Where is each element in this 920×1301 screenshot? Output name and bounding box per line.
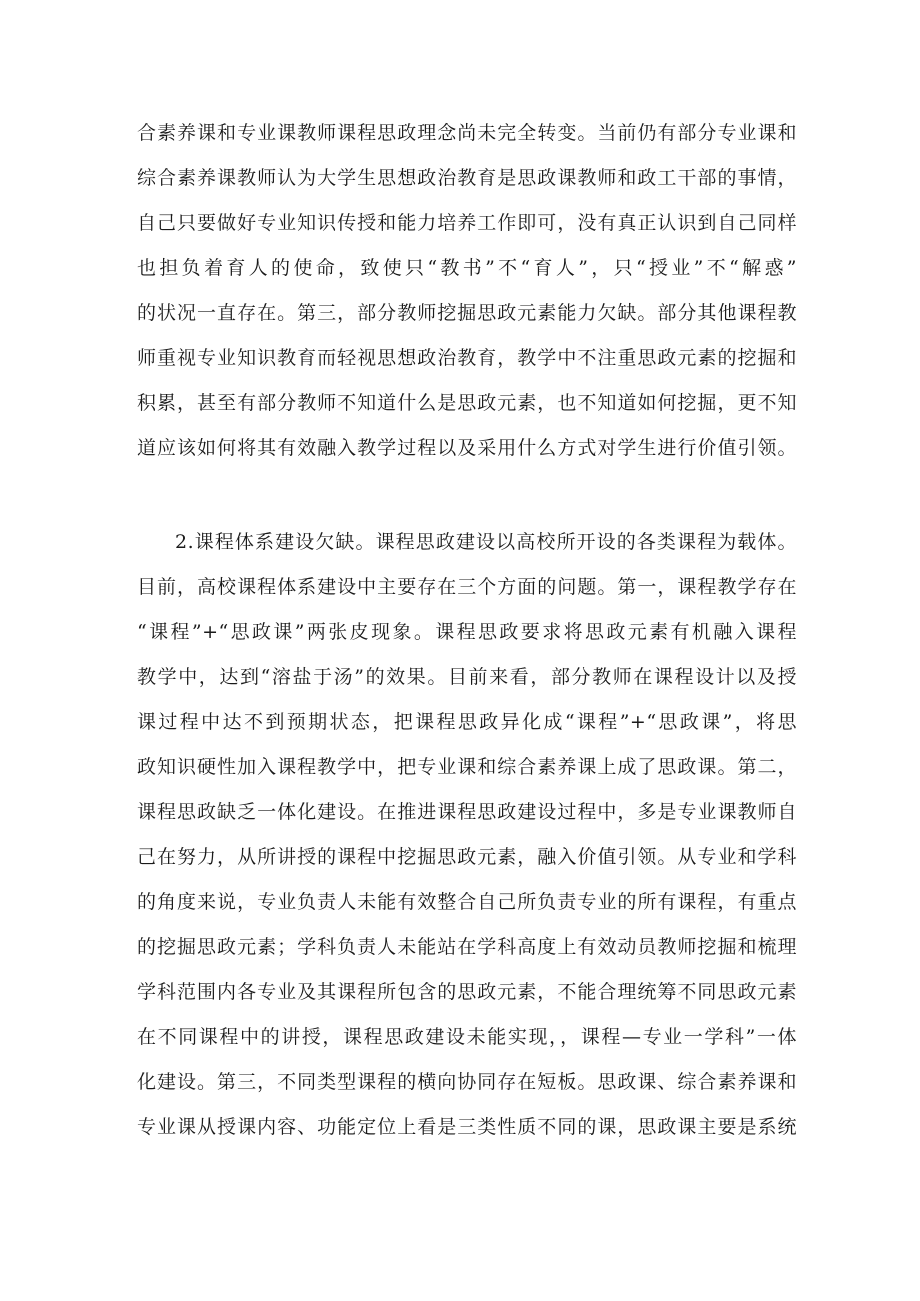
text-line: 的挖掘思政元素；学科负责人未能站在学科高度上有效动员教师挖掘和梳理	[137, 936, 797, 958]
text-line: 学科范围内各专业及其课程所包含的思政元素，不能合理统筹不同思政元素	[137, 981, 797, 1003]
text-line: 教学中，达到“溶盐于汤”的效果。目前来看，部分教师在课程设计以及授	[137, 666, 797, 688]
text-line: 也担负着育人的使命，致使只“教书”不“育人”，只“授业”不“解惑”	[137, 257, 797, 279]
text-line: 政知识硬性加入课程教学中，把专业课和综合素养课上成了思政课。第二，	[137, 756, 797, 778]
text-line: 合素养课和专业课教师课程思政理念尚未完全转变。当前仍有部分专业课和	[137, 122, 797, 144]
text-line: 的状况一直存在。第三，部分教师挖掘思政元素能力欠缺。部分其他课程教	[137, 302, 797, 324]
text-line: 化建设。第三，不同类型课程的横向协同存在短板。思政课、综合素养课和	[137, 1071, 797, 1093]
text-line: 综合素养课教师认为大学生思想政治教育是思政课教师和政工干部的事情，	[137, 167, 797, 189]
paragraph-2	[137, 520, 797, 1150]
text-line: 自己只要做好专业知识传授和能力培养工作即可，没有真正认识到自己同样	[137, 212, 797, 234]
text-line: 的角度来说，专业负责人未能有效整合自己所负责专业的所有课程，有重点	[137, 891, 797, 913]
text-line: “课程”+“思政课”两张皮现象。课程思政要求将思政元素有机融入课程	[137, 621, 797, 643]
text-line: 道应该如何将其有效融入教学过程以及采用什么方式对学生进行价值引领。	[137, 437, 797, 459]
section-heading-line: 2.课程体系建设欠缺。课程思政建设以高校所开设的各类课程为载体。	[175, 531, 797, 553]
paragraph-1	[137, 111, 797, 471]
text-line: 己在努力，从所讲授的课程中挖掘思政元素，融入价值引领。从专业和学科	[137, 846, 797, 868]
text-line: 课程思政缺乏一体化建设。在推进课程思政建设过程中，多是专业课教师自	[137, 801, 797, 823]
text-line: 师重视专业知识教育而轻视思想政治教育，教学中不注重思政元素的挖掘和	[137, 347, 797, 369]
text-line: 在不同课程中的讲授，课程思政建设未能实现，，课程—专业一学科”一体	[137, 1026, 797, 1048]
text-line: 积累，甚至有部分教师不知道什么是思政元素，也不知道如何挖掘，更不知	[137, 392, 797, 414]
text-line: 专业课从授课内容、功能定位上看是三类性质不同的课，思政课主要是系统	[137, 1116, 797, 1138]
text-line: 目前，高校课程体系建设中主要存在三个方面的问题。第一，课程教学存在	[137, 576, 797, 598]
text-line: 课过程中达不到预期状态，把课程思政异化成“课程”+“思政课”，将思	[137, 711, 797, 733]
